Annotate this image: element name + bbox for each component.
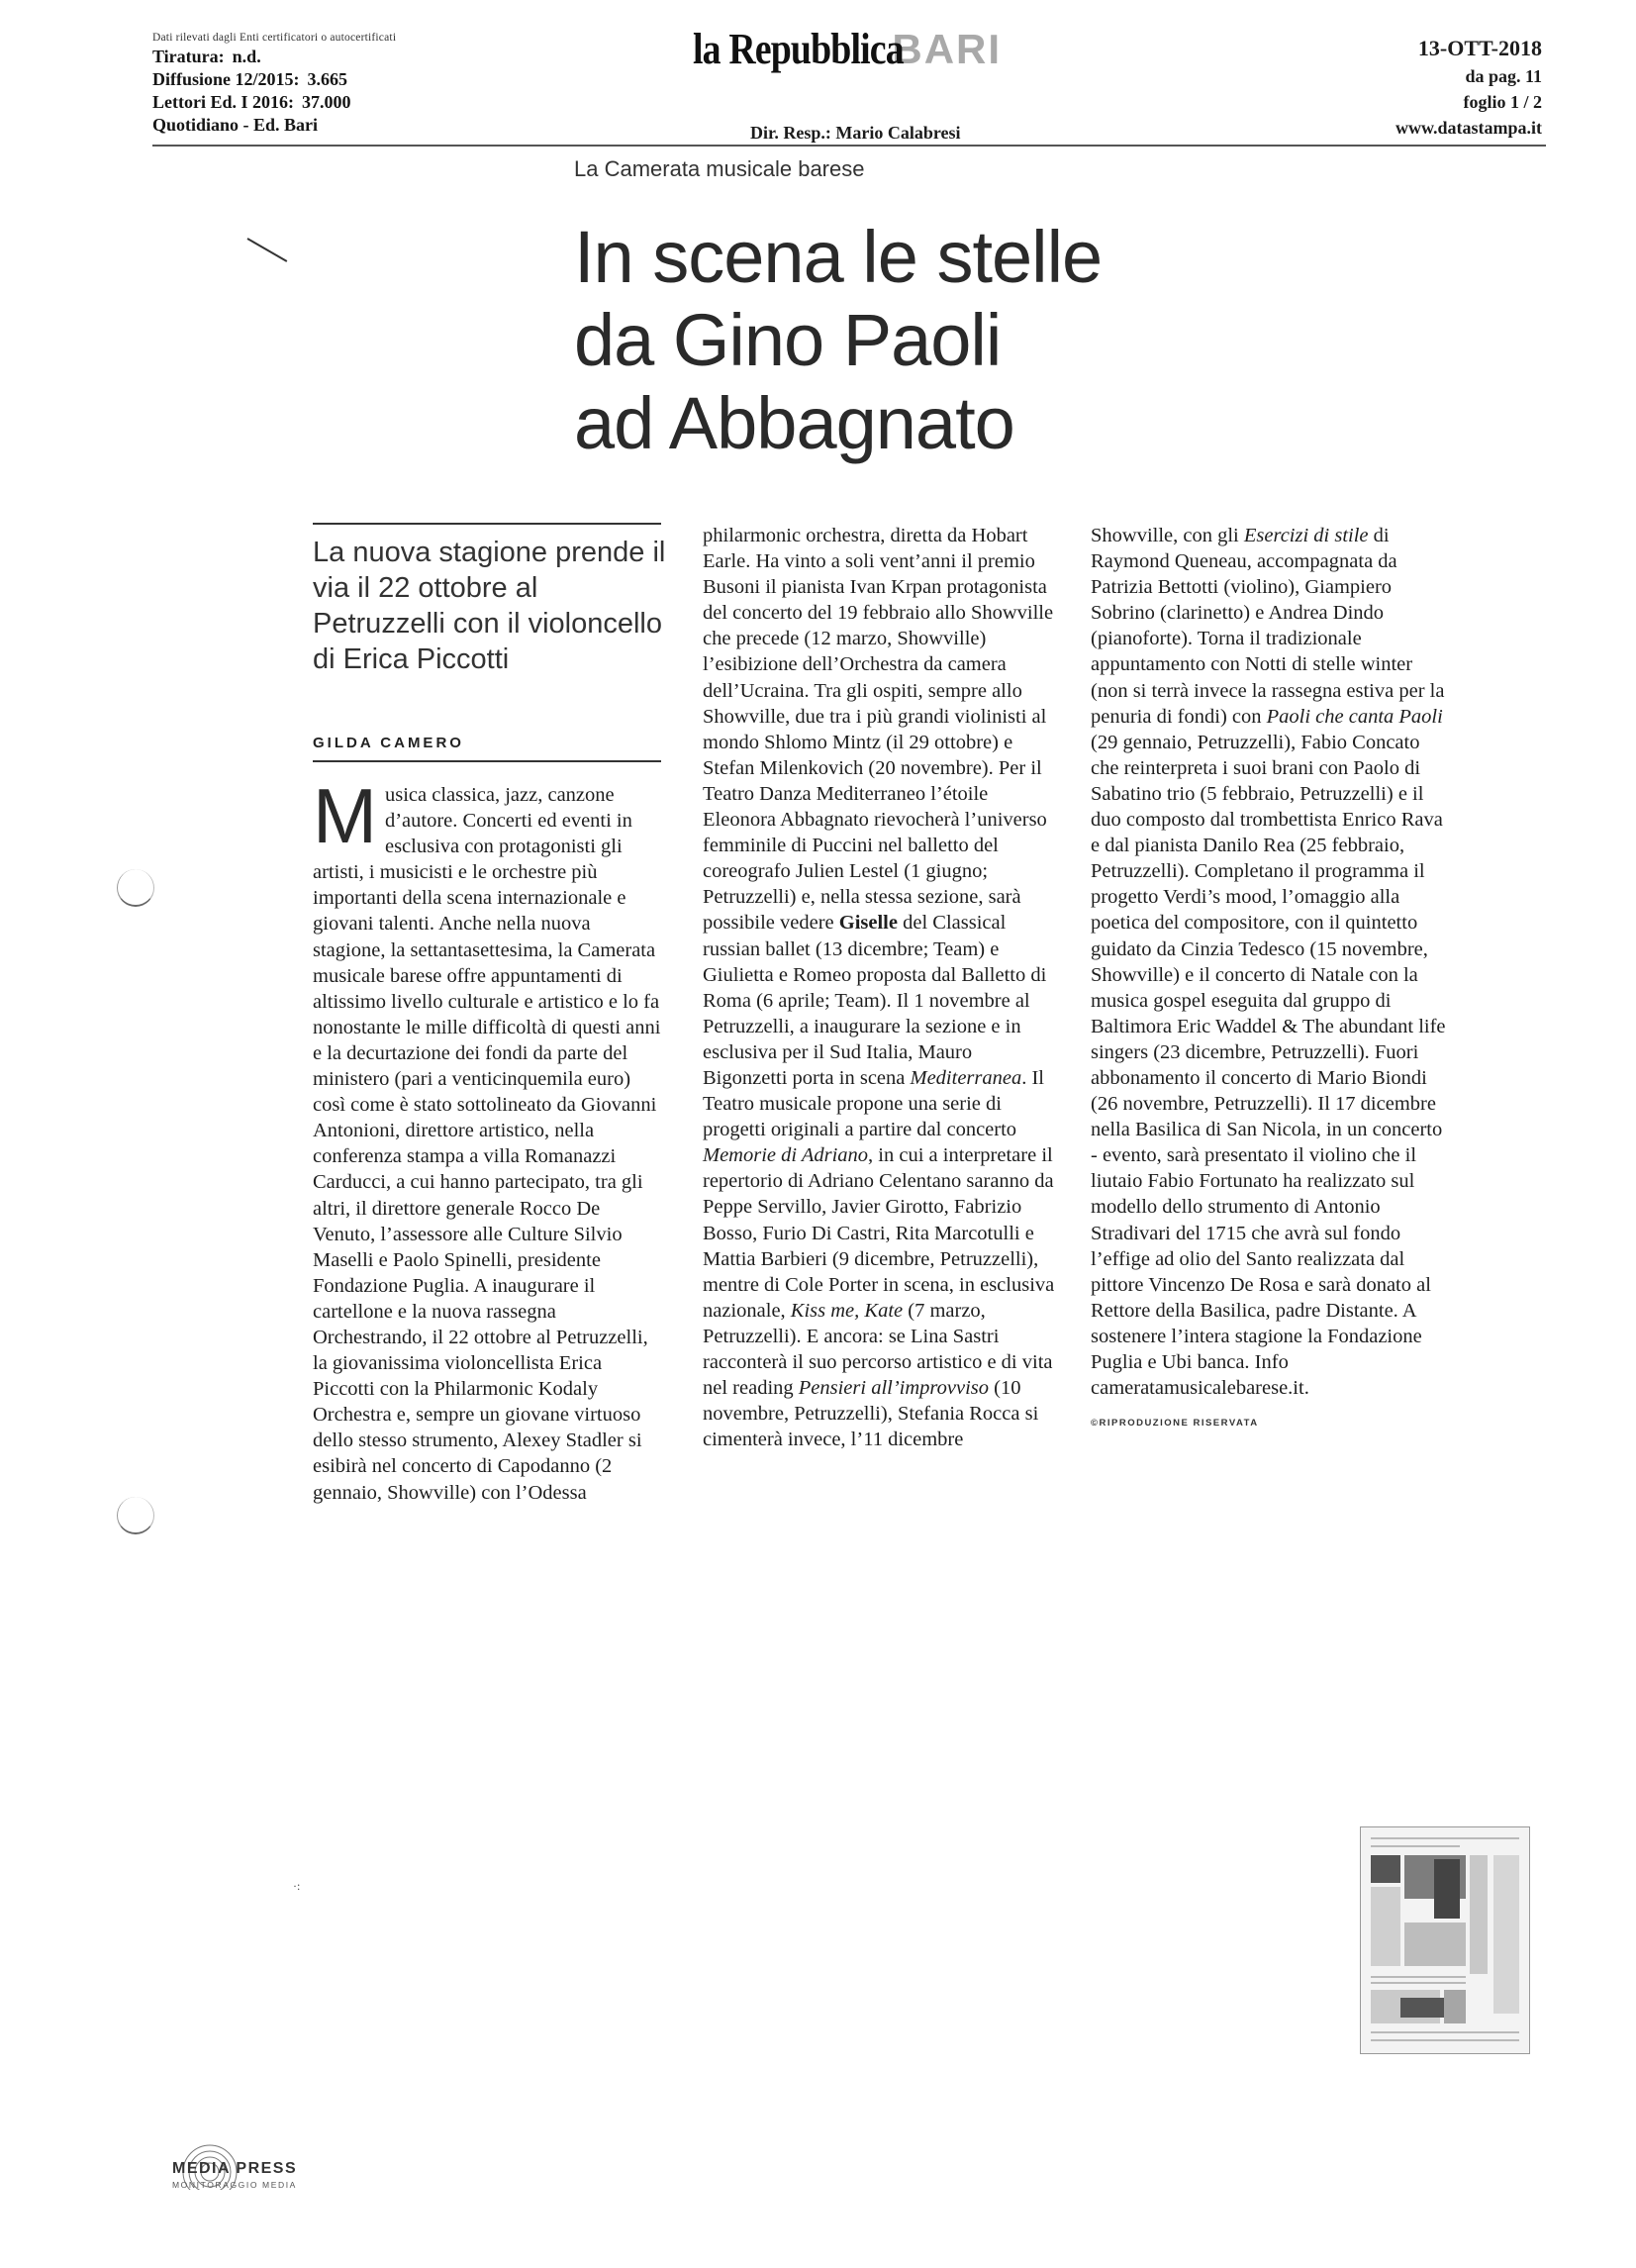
issue-info [1366,34,1542,141]
column-3-text: Showville, con gli Esercizi di stile di Raymond Queneau, accompagnata da Patrizia Bettotti (violino), Giampiero Sobrino (clarinetto) e Andrea Dindo (pianoforte). Torna il tradizionale appuntamento con Notti di stelle winter (non si terrà invece la rassegna estiva per la penuria di fondi) con Paoli che canta Paoli (29 gennaio, Petruzzelli), Fabio Concato che reinterpreta i suoi brani con Paolo di Sabatino trio (5 febbraio, Petruzzelli) e il duo composto dal trombettista Enrico Rava e dal pianista Danilo Rea (25 febbraio, Petruzzelli). Completano il programma il progetto Verdi’s mood, l’omaggio alla poetica del compositore, con il quintetto guidato da Cinzia Tedesco (15 novembre, Showville) e il concerto di Natale con la musica gospel eseguita dal gruppo di Baltimora Eric Waddel & The abundant life singers (23 dicembre, Petruzzelli). Fuori abbonamento il concerto di Mario Biondi (26 novembre, Petruzzelli). Il 17 dicembre nella Basilica di San Nicola, in un concerto - evento, sarà presentato il violino che il liutaio Fabio Fortunato ha realizzato sul modello dello strumento di Antonio Stradivari del 1715 che avrà sul fondo l’effige ad olio del Santo realizzata dal pittore Vincenzo De Rosa e sarà donato al Rettore della Basilica, padre Distante. A sostenere l’intera stagione la Fondazione Puglia e Ubi banca. Info cameratamusicalebarese.it. [1091,525,1446,1400]
title-paoli-che-canta-paoli: Paoli che canta Paoli [1266,705,1443,728]
sheet-number: foglio 1 / 2 [1463,92,1542,112]
title-esercizi-di-stile: Esercizi di stile [1243,525,1369,546]
website: www.datastampa.it [1395,118,1542,138]
header-divider [152,145,1546,147]
press-stats-block [152,30,479,137]
headline-line-2: da Gino Paoli [574,299,1002,381]
article-subhead: La nuova stagione prende il via il 22 ottobre al Petruzzelli con il violoncello di Erica Piccotti [313,537,666,675]
lead-text: usica classica, jazz, canzone d’autore. Concerti ed eventi in esclusiva con protagonisti gli artisti, i musicisti e le orchestre più importanti della scena internazionale e giovani talenti. Anche nella nuova stagione, la settantasettesima, la Camerata musicale barese offre appuntamenti di altissimo livello culturale e artistico e lo fa nonostante le mille difficoltà di questi anni e la decurtazione dei fondi da parte del ministero (pari a venticinquemila euro) così come è stato sottolineato da Giovanni Antonioni, direttore artistico, nella conferenza stampa a villa Romanazzi Carducci, a cui hanno partecipato, tra gli altri, il direttore generale Rocco De Venuto, l’assessore alle Culture Silvio Maselli e Paolo Spinelli, presidente Fondazione Puglia. A inaugurare il cartellone e la nuova rassegna Orchestrando, il 22 ottobre al Petruzzelli, la giovanissima violoncellista Erica Piccotti con la Philarmonic Kodaly Orchestra e, sempre un giovane virtuoso dello stesso strumento, Alexey Stadler si esibirà nel concerto di Capodanno (2 gennaio, Showville) con l’Odessa [313,784,661,1504]
masthead-title: la Repubblica [693,25,904,73]
pen-mark [247,238,288,262]
article-headline [574,216,1267,465]
article-byline: GILDA CAMERO [313,735,464,751]
masthead-city: BARI [892,26,1003,72]
column-2-text: philarmonic orchestra, diretta da Hobart Earle. Ha vinto a soli vent’anni il premio Busoni il pianista Ivan Krpan protagonista del concerto del 19 febbraio allo Showville che precede (12 marzo, Showville) l’esibizione dell’Orchestra da camera dell’Ucraina. Tra gli ospiti, sempre allo Showville, due tra i più grandi violinisti al mondo Shlomo Mintz (il 29 ottobre) e Stefan Milenkovich (20 novembre). Per il Teatro Danza Mediterraneo l’étoile Eleonora Abbagnato rievocherà l’universo femminile di Puccini nel balletto del coreografo Julien Lestel (1 giugno; Petruzzelli) e, nella stessa sezione, sarà possibile vedere Giselle del Classical russian ballet (13 dicembre; Team) e Giulietta e Romeo proposta dal Balletto di Roma (6 aprile; Team). Il 1 novembre al Petruzzelli, a inaugurare la sezione e in esclusiva per il Sud Italia, Mauro Bigonzetti porta in scena Mediterranea. Il Teatro musicale propone una serie di progetti originali a partire dal concerto Memorie di Adriano, in cui a interpretare il repertorio di Adriano Celentano saranno da Peppe Servillo, Javier Girotto, Fabrizio Bosso, Furio Di Castri, Rita Marcotulli e Mattia Barbieri (9 dicembre, Petruzzelli), mentre di Cole Porter in scena, in esclusiva nazionale, Kiss me, Kate (7 marzo, Petruzzelli). E ancora: se Lina Sastri racconterà il suo percorso artistico e di vita nel reading Pensieri all’improvviso (10 novembre, Petruzzelli), Stefania Rocca si cimenterà invece, l’11 dicembre [703,525,1055,1451]
article-kicker: La Camerata musicale barese [574,156,865,181]
newspaper-masthead [693,24,1108,74]
punch-hole-top [117,869,154,907]
media-press-logo-text: MEDIA PRESS [172,2160,298,2177]
title-giselle: Giselle [838,912,898,935]
lead-paragraph [313,772,665,1506]
article-column-2 [703,523,1057,1452]
issue-date: 13-OTT-2018 [1417,36,1542,60]
stat-tiratura: Tiratura: n.d. [152,47,261,66]
drop-cap: M [313,772,377,859]
director-line: Dir. Resp.: Mario Calabresi [750,123,961,143]
headline-line-1: In scena le stelle [574,216,1103,298]
stat-diffusione: Diffusione 12/2015: 3.665 [152,69,347,89]
article-column-3 [1091,523,1447,1436]
stat-lettori: Lettori Ed. I 2016: 37.000 [152,92,351,112]
certification-note: Dati rilevati dagli Enti certificatori o autocertificati [152,32,397,44]
punch-hole-bottom [117,1497,154,1534]
stat-edition: Quotidiano - Ed. Bari [152,115,319,135]
page-thumbnail [1360,1826,1530,2054]
headline-line-3: ad Abbagnato [574,382,1014,464]
article-column-1 [313,772,665,1506]
subhead-rule-bottom [313,760,661,762]
scan-speck: ·: [293,1879,301,1893]
copyright-notice: ©RIPRODUZIONE RISERVATA [1091,1418,1259,1430]
page-reference: da pag. 11 [1465,66,1542,86]
title-pensieri: Pensieri all’improvviso [798,1377,990,1400]
title-kiss-me-kate: Kiss me, Kate [790,1299,904,1322]
title-memorie-di-adriano: Memorie di Adriano [703,1144,869,1167]
title-mediterranea: Mediterranea [910,1066,1022,1089]
media-press-logo-subtitle: MONITORAGGIO MEDIA [172,2180,297,2190]
subhead-rule-top [313,523,661,525]
